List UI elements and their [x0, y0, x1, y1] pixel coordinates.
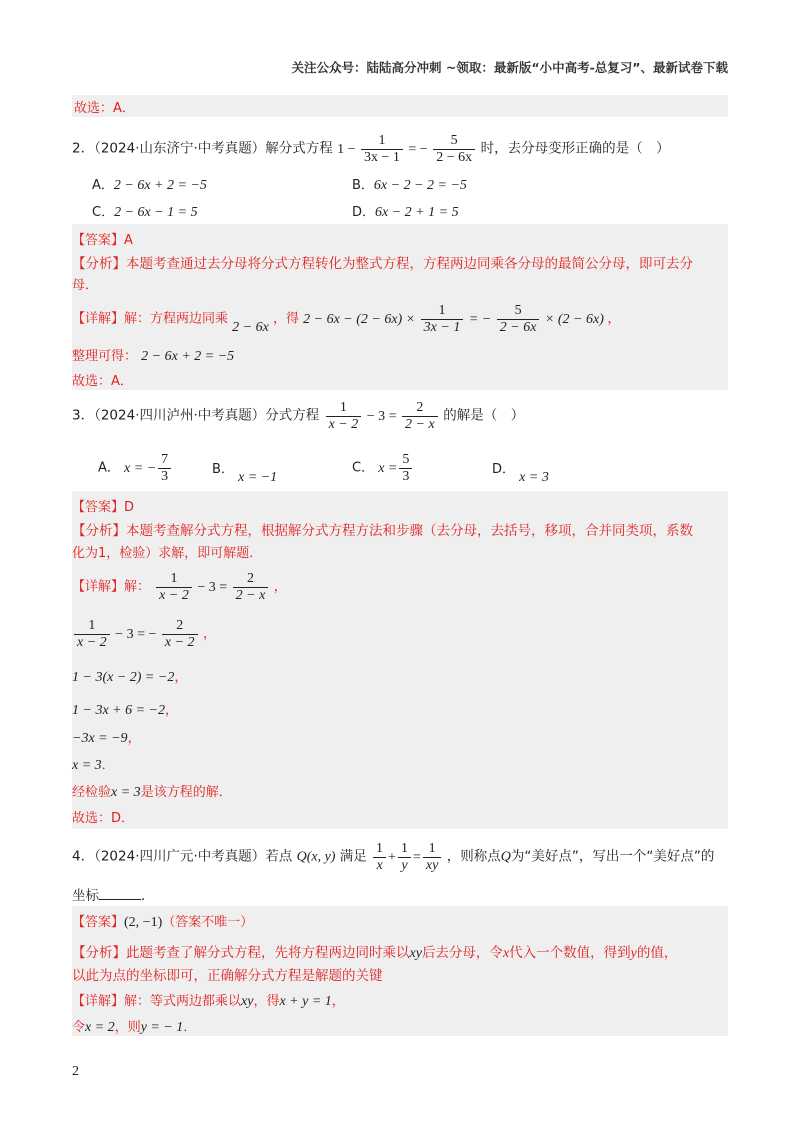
q3-conclusion: 故选：D．	[72, 811, 135, 826]
q3-detail-step3: 1 − 3(x − 2) = −2，	[72, 670, 188, 685]
q2-analysis-line2: 母．	[72, 278, 99, 293]
q2-detail-eq: 2 − 6x − (2 − 6x) × $\frac{1}{3x - 1}$ = − $\frac{5}{2 - 6x}$ × (2 − 6x)	[303, 303, 604, 335]
q3-check: 经检验x = 3是该方程的解．	[72, 785, 232, 800]
q2-detail: 【详解】解：方程两边同乘 2 − 6x ，得 2 − 6x − (2 − 6x) × $\frac{1}{3x - 1}$ = − $\frac{5}{2 - 6x}$ × (2 − 6x) ，	[72, 303, 621, 335]
q2-option-d[interactable]: D．6x − 2 + 1 = 5	[352, 205, 459, 220]
q3-detail-step1: 【详解】解： $\frac{1}{x - 2}$ − 3 = $\frac{2}{2 - x}$ ，	[72, 571, 287, 603]
q2-detail-pre: 【详解】解：方程两边同乘	[72, 311, 229, 327]
prev-solution-block	[72, 95, 728, 117]
page-header: 关注公众号：陆陆高分冲刺 ~领取：最新版“小中高考-总复习”、最新试卷下载	[291, 60, 728, 75]
q4-detail: 【详解】解：等式两边都乘以xy，得x + y = 1，	[72, 994, 345, 1009]
q2-eq-frac2: $\frac{5}{2 - 6x}$	[433, 133, 475, 166]
q3-equation: $\frac{1}{x - 2}$ − 3 = $\frac{2}{2 - x}$	[324, 409, 444, 424]
q3-detail-step5: −3x = −9，	[72, 731, 141, 746]
q3-detail-step6: x = 3．	[72, 758, 115, 773]
q2-conclusion: 故选：A．	[72, 374, 133, 389]
q3-option-c[interactable]: C． x = $\frac{5}{3}$	[352, 452, 414, 485]
page-number: 2	[72, 1064, 79, 1079]
q4-analysis-line2: 以此为点的坐标即可，正确解分式方程是解题的关键	[72, 968, 383, 984]
q2-simplify: 整理可得： 2 − 6x + 2 = −5	[72, 349, 235, 364]
q2-stem	[72, 133, 670, 166]
q2-option-b[interactable]: B．6x − 2 − 2 = −5	[352, 178, 467, 193]
q2-option-c[interactable]: C．2 − 6x − 1 = 5	[92, 205, 198, 220]
q3-option-b[interactable]: B． x = −1	[212, 462, 278, 485]
prev-conclusion: 故选：A．	[74, 101, 135, 116]
q4-answer: 【答案】(2, −1)（答案不唯一）	[72, 915, 254, 930]
q3-detail-step4: 1 − 3x + 6 = −2，	[72, 703, 179, 718]
q2-equation	[337, 133, 481, 165]
q2-detail-mult: 2 − 6x	[232, 319, 269, 335]
q2-stem-post: 时，去分母变形正确的是（ ）	[480, 140, 670, 157]
q2-detail-mid: ，得	[272, 311, 299, 327]
q3-answer: 【答案】D	[72, 500, 135, 515]
q2-answer: 【答案】A	[72, 233, 133, 248]
q2-eq-b: = −	[408, 141, 428, 157]
q2-stem-pre: 2．（2024·山东济宁·中考真题）解分式方程	[72, 140, 333, 157]
q4-stem-line2: 坐标 ．	[72, 888, 155, 904]
q3-analysis-line1: 【分析】本题考查解分式方程，根据解分式方程方法和步骤（去分母，去括号，移项，合并同类项，系数	[72, 523, 693, 539]
q2-analysis-line1: 【分析】本题考查通过去分母将分式方程转化为整式方程，方程两边同乘各分母的最简公分母，即可去分	[72, 256, 693, 272]
q4-analysis-line1: 【分析】此题考查了解分式方程，先将方程两边同时乘以xy后去分母，令x代入一个数值，得到y的值，	[72, 945, 678, 961]
q4-answer-blank[interactable]	[99, 887, 141, 900]
q3-stem: 3．（2024·四川泸州·中考真题）分式方程 $\frac{1}{x - 2}$ − 3 = $\frac{2}{2 - x}$ 的解是（ ）	[72, 400, 525, 432]
q3-analysis-line2: 化为1，检验）求解，即可解题．	[72, 546, 263, 561]
q3-detail-step2: $\frac{1}{x - 2}$ − 3 = − $\frac{2}{x - 2}$ ，	[72, 618, 216, 651]
q2-eq-frac1: $\frac{1}{3x - 1}$	[361, 133, 403, 166]
q3-option-d[interactable]: D． x = 3	[492, 462, 549, 485]
q2-option-a[interactable]: A．2 − 6x + 2 = −5	[92, 178, 207, 193]
q4-stem-line1: 4．（2024·四川广元·中考真题）若点 Q(x, y) 满足 $\frac{1}{x}$ + $\frac{1}{y}$ = $\frac{1}{xy}$ ，则称点Q为“美好点”，写出一个“美好点”的	[72, 841, 715, 873]
q4-last: 令x = 2，则y = − 1．	[72, 1020, 197, 1035]
q2-eq-a: 1 −	[337, 141, 356, 157]
q3-option-a[interactable]: A． x = − $\frac{7}{3}$	[98, 452, 173, 485]
